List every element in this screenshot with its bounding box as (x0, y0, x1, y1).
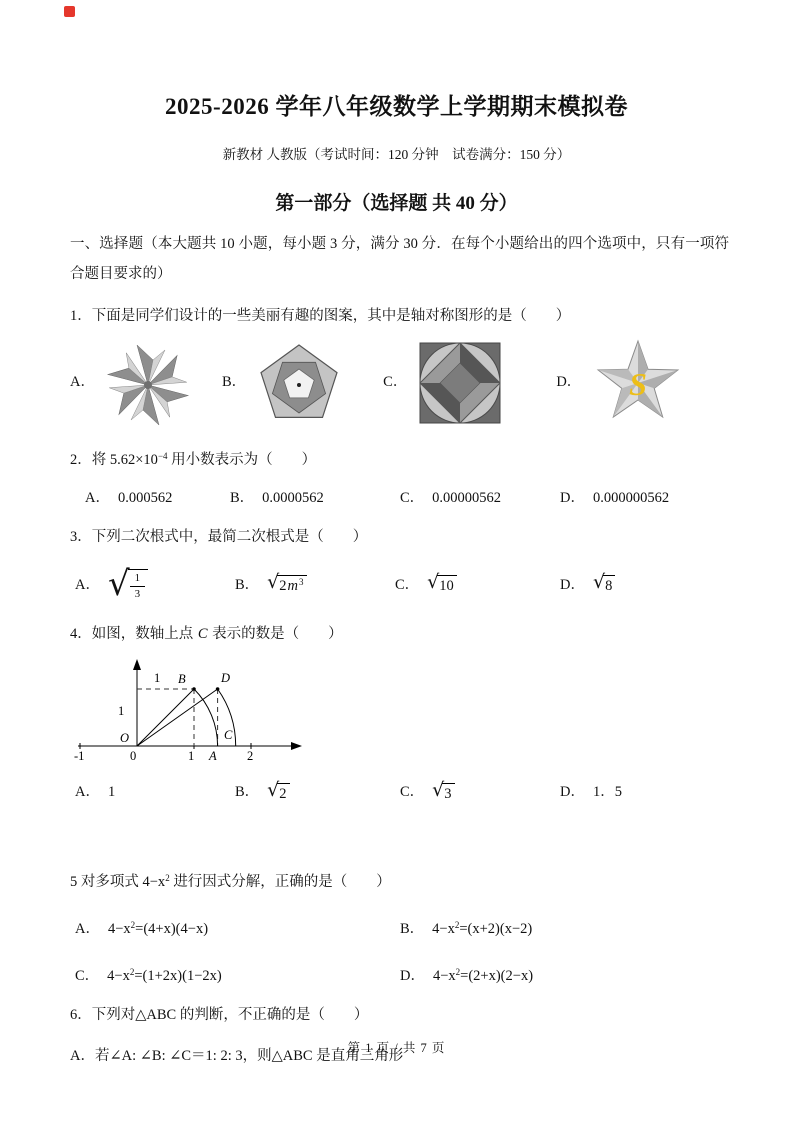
star-logo-pattern-image (586, 339, 690, 427)
x-axis-arrow (291, 742, 302, 750)
q4-option-c (400, 778, 560, 804)
q5-c-rhs: =(1+2x)(1−2x) (134, 967, 222, 984)
q4-option-d (560, 781, 622, 804)
q5-option-b-label: B． (400, 920, 425, 937)
radical-sign: √ (432, 778, 445, 801)
q2-suffix: 用小数表示为（ ） (167, 451, 317, 468)
figure-label-c: C (224, 728, 233, 743)
q5-d-rhs: =(2+x)(2−x) (460, 967, 534, 984)
figure-label-d: D (221, 671, 231, 686)
q1-option-b (222, 339, 347, 427)
q2-option-a (85, 487, 230, 510)
figure-label-one: 1 (188, 749, 195, 764)
figure-label-one-left: 1 (118, 704, 125, 719)
q5-b-base: 4−x (432, 920, 455, 937)
q5-option-c-equation (107, 965, 222, 988)
figure-label-b: B (178, 672, 186, 687)
q3-option-d (560, 571, 615, 597)
figure-label-zero: 0 (130, 749, 137, 764)
q5-suffix: 进行因式分解，正确的是（ ） (169, 873, 391, 890)
q1-option-c-label: C． (383, 374, 408, 391)
q2-option-a-value: 0.000562 (117, 489, 173, 506)
q6-option-a: A．若∠A: ∠B: ∠C＝1: 2: 3，则△ABC 是直角三角形 (70, 1048, 404, 1065)
star-letter: S (629, 365, 648, 402)
q3-option-b-label: B． (235, 576, 260, 593)
q4-option-c-label: C． (400, 784, 425, 801)
figure-label-neg1: -1 (74, 749, 85, 764)
figure-label-a: A (209, 749, 217, 764)
q4-prefix: 4．如图，数轴上点 (70, 626, 197, 643)
q5-option-c (75, 965, 400, 988)
q5-expression (143, 874, 170, 890)
section-instructions: 一、选择题（本大题共 10 小题，每小题 3 分，满分 30 分．在每个小题给出的四个选项中，只有一项符合题目要求的） (70, 236, 729, 282)
q3-option-c (395, 571, 560, 597)
question-4-options (70, 778, 729, 804)
q3-option-a-label: A． (75, 576, 100, 593)
q5-a-rhs: =(4+x)(4−x) (135, 920, 209, 937)
point-b-dot (192, 688, 196, 692)
q4-point-letter: C (197, 626, 208, 643)
paper-subtitle: 新教材 人教版（考试时间：120 分钟 试卷满分：150 分） (222, 147, 571, 162)
q4-option-d-value: 1．5 (592, 784, 622, 801)
q1-option-d (556, 339, 690, 427)
q2-option-b-value: 0.0000562 (262, 489, 324, 506)
question-3-options (70, 565, 729, 605)
q3-a-numerator: 1 (130, 571, 146, 587)
q3-b-variable: m (287, 578, 299, 595)
question-4-figure-container (74, 652, 729, 766)
q2-option-c (400, 487, 560, 510)
question-2-text (70, 449, 729, 472)
q5-a-exp: 2 (130, 919, 136, 930)
q3-option-c-label: C． (395, 576, 420, 593)
q2-exponent: −4 (157, 450, 168, 461)
q3-option-d-radical (592, 571, 615, 595)
q5-exponent: 2 (165, 872, 170, 883)
q4-suffix: 表示的数是（ ） (208, 626, 343, 643)
q3-option-b (235, 571, 395, 597)
q3-option-a (75, 563, 235, 604)
question-5-options-row-2 (70, 965, 729, 988)
q2-option-d-label: D． (560, 489, 585, 506)
q3-option-a-radical (107, 563, 148, 604)
question-2-options (70, 487, 729, 510)
q5-option-c-label: C． (75, 967, 100, 984)
q2-option-a-label: A． (85, 489, 110, 506)
q2-base: 5.62×10 (109, 451, 158, 468)
question-5-text (70, 871, 729, 894)
q3-option-b-radical (267, 571, 306, 595)
figure-label-one-top: 1 (154, 671, 161, 686)
paper-body (70, 230, 729, 1069)
q2-option-c-value: 0.00000562 (432, 489, 502, 506)
q3-option-c-radical (427, 571, 457, 595)
pinwheel-star-pattern-image (100, 339, 196, 427)
q5-option-b-equation (432, 918, 532, 941)
q4-option-b (235, 778, 400, 804)
radical-sign: √ (107, 563, 130, 604)
y-axis-arrow (133, 659, 141, 670)
q5-d-exp: 2 (455, 966, 461, 977)
q3-a-denominator: 3 (134, 587, 141, 600)
nested-pentagon-pattern-image (251, 339, 347, 427)
q2-option-b (230, 487, 400, 510)
q3-b-coeff: 2 (279, 578, 287, 595)
question-3-text: 3．下列二次根式中，最简二次根式是（ ） (70, 529, 368, 545)
question-1-text: 1．下面是同学们设计的一些美丽有趣的图案，其中是轴对称图形的是（ ） (70, 308, 571, 325)
point-d-dot (216, 688, 220, 692)
q5-b-rhs: =(x+2)(x−2) (459, 920, 533, 937)
radical-sign: √ (267, 778, 280, 801)
q2-option-d (560, 487, 669, 510)
q5-option-a-label: A． (75, 920, 100, 937)
q3-b-exponent: 3 (299, 577, 304, 588)
page-number-footer: 第 1 页 / 共 7 页 (347, 1041, 446, 1055)
q5-option-a (75, 918, 400, 941)
q1-option-d-label: D． (556, 374, 582, 391)
q5-option-a-equation (108, 918, 208, 941)
q5-c-base: 4−x (107, 967, 130, 984)
q4-option-a-value: 1 (107, 784, 116, 801)
q4-option-b-radical (267, 778, 289, 803)
q2-scientific-number (110, 452, 168, 468)
q5-prefix: 5 对多项式 (70, 873, 143, 890)
red-square-mark (64, 6, 75, 17)
figure-label-o: O (120, 731, 130, 746)
radical-sign: √ (427, 571, 440, 594)
radical-sign: √ (267, 571, 280, 594)
q5-option-b (400, 918, 532, 941)
question-4-text (70, 623, 729, 646)
q5-option-d (400, 965, 533, 988)
square-circle-pattern-image (412, 339, 508, 427)
q1-option-b-label: B． (221, 374, 247, 391)
q5-a-base: 4−x (107, 920, 131, 937)
q5-option-d-equation (433, 965, 533, 988)
q5-d-base: 4−x (432, 967, 456, 984)
number-line-figure (74, 652, 310, 766)
q5-base: 4−x (142, 873, 166, 890)
q2-option-b-label: B． (230, 489, 255, 506)
figure-label-two: 2 (247, 749, 254, 764)
q4-option-b-label: B． (235, 784, 260, 801)
q4-c-radicand: 3 (442, 783, 454, 803)
q5-c-exp: 2 (129, 966, 135, 977)
q4-option-d-label: D． (560, 784, 585, 801)
q3-d-radicand: 8 (603, 575, 615, 595)
q2-option-c-label: C． (400, 489, 425, 506)
radical-sign: √ (592, 571, 606, 594)
q4-option-a (75, 781, 235, 804)
question-1-options (70, 337, 729, 429)
q1-option-c (383, 339, 508, 427)
q3-option-d-label: D． (560, 576, 585, 593)
q4-b-radicand: 2 (277, 783, 289, 803)
q5-b-exp: 2 (454, 919, 460, 930)
q4-option-c-radical (432, 778, 454, 803)
q2-prefix: 2．将 (70, 451, 110, 468)
q5-option-d-label: D． (400, 967, 425, 984)
question-5-options-row-1 (70, 918, 729, 941)
paper-title: 2025-2026 学年八年级数学上学期期末模拟卷 (165, 94, 628, 119)
question-6-text: 6．下列对△ABC 的判断，不正确的是（ ） (70, 1007, 369, 1024)
part-one-title: 第一部分（选择题 共 40 分） (275, 193, 518, 214)
q1-option-a (70, 339, 196, 427)
q2-option-d-value: 0.000000562 (592, 489, 670, 506)
q3-c-radicand: 10 (437, 575, 457, 595)
q1-option-a-label: A． (70, 374, 95, 391)
q4-option-a-label: A． (75, 784, 100, 801)
